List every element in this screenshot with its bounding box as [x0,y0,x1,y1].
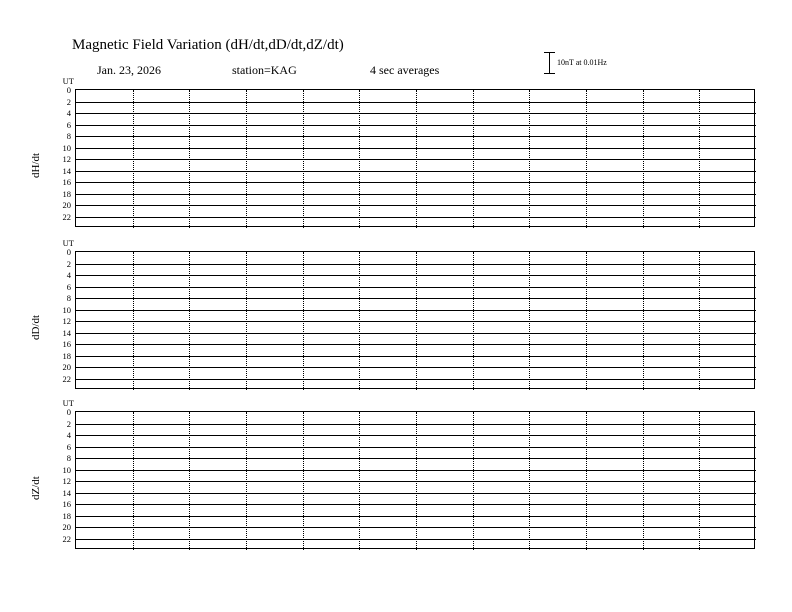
trace-row-baseline [76,310,756,311]
trace-row-baseline [76,136,756,137]
ut-tick-label: 14 [62,487,71,498]
trace-row-baseline [76,539,756,540]
ut-tick-label: 6 [66,119,71,130]
trace-row-baseline [76,447,756,448]
trace-row-baseline [76,171,756,172]
axis-title-dh-dt: dH/dt [30,152,42,178]
ut-axis-header: UT [62,76,74,86]
plot-area[interactable] [75,411,755,549]
ut-tick-label: 2 [66,258,71,269]
trace-row-baseline [76,113,756,114]
trace-row-baseline [76,125,756,126]
ut-tick-label: 22 [62,373,71,384]
trace-row-baseline [76,458,756,459]
ut-tick-label: 4 [66,430,71,440]
ut-tick-label: 20 [62,200,71,210]
trace-row-baseline [76,287,756,288]
plot-area[interactable] [75,251,755,389]
ut-tick-label: 6 [66,441,71,452]
trace-row-baseline [76,516,756,517]
trace-row-baseline [76,424,756,425]
ut-tick-label: 18 [62,350,71,361]
trace-row-baseline [76,205,756,206]
ut-tick-label: 12 [62,316,71,326]
scale-bar-label: 10nT at 0.01Hz [557,58,607,67]
ut-tick-label: 16 [62,177,71,187]
ut-axis-header: UT [62,238,74,248]
ut-tick-label: 2 [66,96,71,107]
trace-row-baseline [76,481,756,482]
ut-axis-header: UT [62,398,74,408]
trace-row-baseline [76,298,756,299]
ut-tick-label: 22 [62,533,71,544]
ut-tick-label: 10 [62,304,71,315]
trace-row-baseline [76,264,756,265]
trace-row-baseline [76,102,756,103]
trace-row-baseline [76,504,756,505]
ut-tick-label: 22 [62,211,71,222]
ut-tick-label: 16 [62,339,71,349]
trace-row-baseline [76,527,756,528]
trace-row-baseline [76,159,756,160]
ut-tick-label: 10 [62,464,71,475]
ut-tick-label: 18 [62,188,71,199]
ut-tick-label: 10 [62,142,71,153]
ut-tick-label: 0 [66,407,71,417]
ut-tick-label: 8 [66,293,71,303]
ut-tick-label: 6 [66,281,71,292]
ut-tick-label: 14 [62,327,71,338]
ut-tick-label: 4 [66,108,71,118]
ut-tick-label: 12 [62,476,71,486]
trace-row-baseline [76,367,756,368]
trace-row-baseline [76,182,756,183]
trace-row-baseline [76,321,756,322]
trace-row-baseline [76,333,756,334]
trace-row-baseline [76,275,756,276]
trace-row-baseline [76,194,756,195]
ut-tick-label: 12 [62,154,71,164]
subtitle-date: Jan. 23, 2026 [97,63,161,77]
ut-tick-label: 18 [62,510,71,521]
ut-tick-label: 16 [62,499,71,509]
trace-row-baseline [76,217,756,218]
trace-row-baseline [76,356,756,357]
ut-tick-label: 8 [66,131,71,141]
ut-tick-label: 0 [66,85,71,95]
trace-row-baseline [76,344,756,345]
ut-tick-label: 2 [66,418,71,429]
trace-row-baseline [76,470,756,471]
scale-bar-icon [543,52,557,74]
ut-tick-label: 8 [66,453,71,463]
trace-row-baseline [76,379,756,380]
trace-row-baseline [76,148,756,149]
ut-tick-label: 20 [62,522,71,532]
ut-tick-label: 4 [66,270,71,280]
plot-area[interactable] [75,89,755,227]
ut-tick-label: 20 [62,362,71,372]
trace-row-baseline [76,493,756,494]
ut-tick-label: 14 [62,165,71,176]
trace-row-baseline [76,435,756,436]
axis-title-dd-dt: dD/dt [30,314,42,340]
subtitle-averaging: 4 sec averages [370,63,440,77]
axis-title-dz-dt: dZ/dt [30,476,42,500]
page-title: Magnetic Field Variation (dH/dt,dD/dt,dZ/dt) [72,37,344,53]
subtitle-station: station=KAG [232,63,297,77]
ut-tick-label: 0 [66,247,71,257]
